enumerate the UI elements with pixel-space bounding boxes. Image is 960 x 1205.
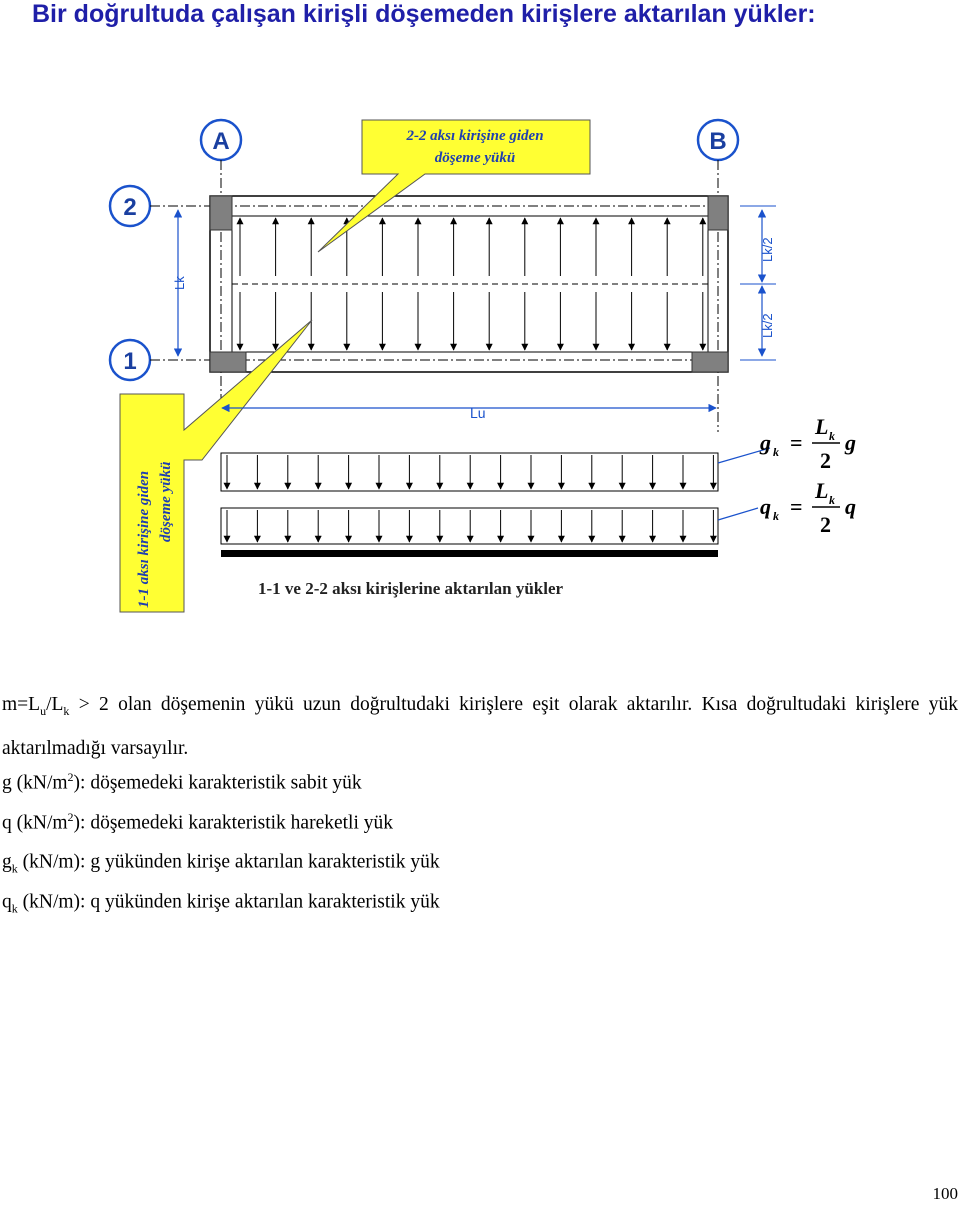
ratio-slash: /L (46, 694, 64, 715)
beam-bar (221, 550, 718, 557)
page-title: Bir doğrultuda çalışan kirişli döşemeden kirişlere aktarılan yükler: (32, 0, 816, 28)
svg-text:q: q (845, 494, 856, 519)
svg-text:1: 1 (123, 348, 137, 375)
ratio-sub-k: k (63, 703, 70, 718)
axis-1-marker (110, 340, 150, 380)
ratio-sub-u: u (40, 703, 47, 718)
svg-text:=: = (790, 430, 803, 455)
axis-b-marker (698, 120, 738, 160)
svg-text:Lk/2: Lk/2 (760, 313, 775, 338)
svg-text:2: 2 (820, 448, 831, 473)
svg-text:1-1 aksı kirişine giden: 1-1 aksı kirişine giden (136, 470, 152, 608)
page-number: 100 (932, 1184, 958, 1203)
equation-gk (759, 414, 856, 473)
definition-item: $q_k$ (kN/m): q yükünden kirişe aktarılan karakteristik yük (2, 891, 440, 915)
svg-text:Lk/2: Lk/2 (760, 237, 775, 262)
definition-item: g $(kN/m^2)$: döşemedeki karakteristik sabit yük (2, 770, 362, 794)
equation-qk (760, 478, 856, 537)
svg-text:g: g (845, 430, 856, 455)
leader-line-q (718, 508, 758, 520)
svg-text:k: k (773, 445, 779, 459)
definitions-list (2, 762, 440, 920)
paragraph-text: > 2 olan döşemenin yükü uzun doğrultudaki kirişlere eşit olarak aktarılır. Kısa doğrultudaki kirişlere yük aktarılmadığı varsayılır. (2, 694, 958, 759)
svg-text:Lu: Lu (470, 405, 486, 421)
definition-item: $g_k$ (kN/m): g yükünden kirişe aktarılan karakteristik yük (2, 851, 440, 876)
axis-a-marker (201, 120, 241, 160)
dimension-lk-half (740, 206, 776, 360)
svg-text:A: A (212, 128, 230, 155)
svg-text:L: L (815, 478, 829, 503)
definition-item: q $(kN/m^2)$: döşemedeki karakteristik hareketli yük (2, 809, 394, 833)
svg-text:q: q (760, 494, 771, 519)
svg-text:=: = (790, 494, 803, 519)
svg-text:Lk: Lk (172, 276, 187, 290)
beam-load-diagram-lower (221, 508, 718, 544)
ratio-prefix: m=L (2, 694, 41, 715)
svg-text:g: g (760, 430, 771, 455)
svg-text:B: B (709, 128, 727, 155)
figure-caption: 1-1 ve 2-2 aksı kirişlerine aktarılan yükler (258, 579, 564, 598)
svg-text:2-2 aksı kirişine giden: 2-2 aksı kirişine giden (406, 128, 544, 144)
svg-text:2: 2 (123, 194, 137, 221)
svg-text:k: k (773, 509, 779, 523)
dimension-lk (172, 210, 187, 356)
svg-text:k: k (829, 429, 835, 443)
svg-text:döşeme yükü: döşeme yükü (158, 461, 174, 542)
intro-paragraph (2, 686, 958, 767)
svg-text:L: L (815, 414, 829, 439)
dimension-lu (222, 405, 716, 421)
svg-text:döşeme yükü: döşeme yükü (434, 150, 516, 166)
svg-text:2: 2 (820, 512, 831, 537)
axis-2-marker (110, 186, 150, 226)
svg-text:k: k (829, 493, 835, 507)
beam-load-diagram-upper (221, 453, 718, 491)
